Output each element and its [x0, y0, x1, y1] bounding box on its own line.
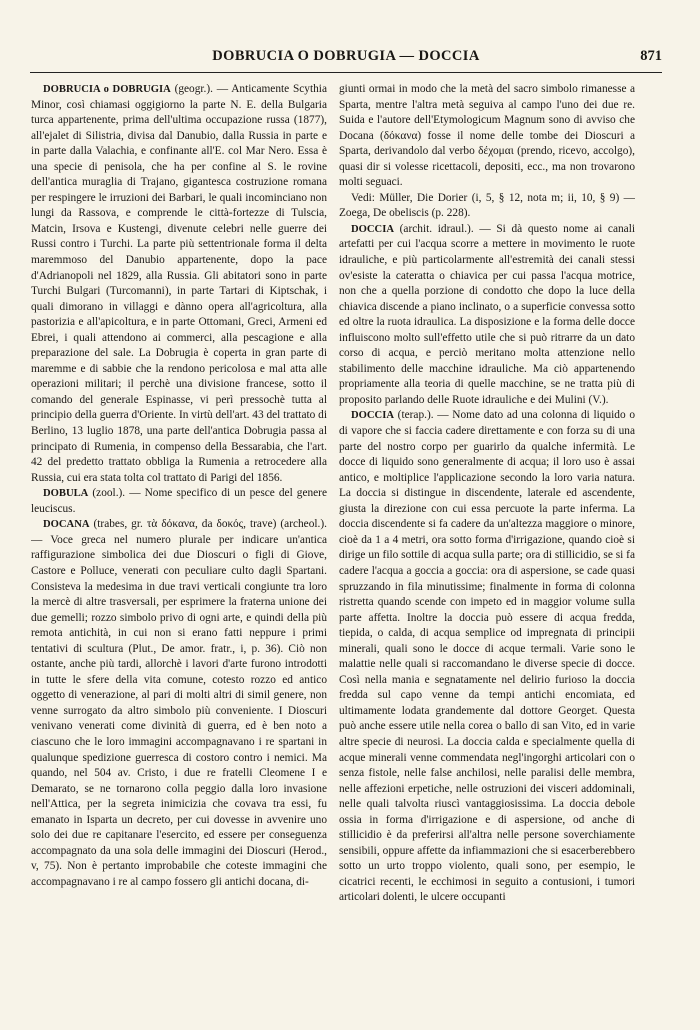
entry-docana-continued: giunti ormai in modo che la metà del sacro simbolo rimanesse a Sparta, mentre l'altra metà seguiva al campo l'uno dei due re. Suida e l'autore dell'Etymologicum Magnum sono di avviso che Docana (δόκανα) fosse il nome delle tombe dei Dioscuri a Sparta, derivandolo dal verbo δέχομαι (prendo, ricevo, accolgo), quasi dir si volesse ricettacoli, depositi, ecc., ma non trovarono molti seguaci.: [339, 83, 635, 189]
entry-text-dobula: (zool.). — Nome specifico di un pesce del genere leuciscus.: [31, 487, 327, 515]
page-number: 871: [640, 48, 662, 64]
entry-docana: [31, 517, 327, 890]
entry-dobrucia: [31, 82, 327, 486]
entry-text-dobrucia: (geogr.). — Anticamente Scythia Minor, così chiamasi oggigiorno la parte N. E. della Bulgaria turca appartenente, prima dell'ultima occupazione russa (1877), all'ejalet di Silistria, divisa dal Danubio, dalla Russia in parte e in parte dalla Valachia, e confinante all'E. col Mar Nero. Essa è una specie di penisola, che ha per confine al S. le rovine dell'antica muraglia di Trajano, gigantesca costruzione romana per respingere le irruzioni dei Barbari, le quali incominciano non lungi da Rassova, e comprende le città-fortezze di Tulscia, Matcin, Irsova e Kustengi, divenute celebri nelle guerre dei Russi contro i Turchi. La parte più settentrionale forma il delta maremmoso del Danubio appartenente, dopo la pace d'Adrianopoli nel 1829, alla Russia. Gli abitatori sono in parte Turchi Bulgari (Turcomanni), in parte Tartari di Kiptschak, i quali dimorano in villaggi e dànno opera all'agricoltura, alla pastorizia e all'apicoltura, e in parte Ottomani, Greci, Armeni ed Ebrei, i quali attendono ai commerci, alla pescagione e alla preparazione del sale. La Dobrugia è coperta in gran parte di maremme e di sabbie che la rendono pericolosa e mal atta alle operazioni militari; il perchè una divisione francese, sotto il comando del generale Espinasse, vi perì pressochè tutta al principio della guerra d'Oriente. In virtù dell'art. 43 del trattato di Berlino, 13 luglio 1878, una parte dell'antica Dobrugia passa al principato di Rumenia, in compenso della Bessarabia, che l'art. 42 del predetto trattato obbliga la Rumenia a retrocedere alla Russia, cui era stata tolta col trattato di Parigi del 1856.: [31, 83, 327, 484]
left-column: [31, 82, 327, 1018]
entry-text-doccia-terap: (terap.). — Nome dato ad una colonna di liquido o di vapore che si faccia cadere direttamente e con forza su di una parte del nostro corpo per guarirlo da qualche infermità. Le docce di liquido sono generalmente di acqua; il loro uso è assai antico, e moltiplice l'applicazione secondo la loro varia natura. La doccia si distingue in discendente, laterale ed ascendente, giusta la direzione con cui essa percuote la parte inferma. La doccia discendente si fa cadere da un'altezza maggiore o minore, cioè da 1 a 4 metri, ora sotto forma d'irrigazione, quando cioè si dirige un filo sottile di acqua sulla parte; ora di stillicidio, se si fa cadere l'acqua a goccia a goccia: ora di aspersione, se cade quasi spruzzando in fila minutissime; finalmente in forma di colonna ristretta quando scende con impeto ed in maggior volume sulla parte affetta. Inoltre la doccia può essere di acqua fredda, tiepida, o calda, di acqua semplice od impregnata di principii minerali, quali sono le docce di acque termali. Varie sono le malattie nelle quali si raccomandano le diverse specie di docce. Così nella mania e segnatamente nel delirio furioso la doccia fredda sul capo venne da tempi antichi encomiata, ed ultimamente lodata grandemente dal dottore Georget. Questa può anche essere utile nella corea o ballo di san Vito, ed in varie altre specie di neurosi. La doccia calda e specialmente quella di acque minerali venne commendata negl'ingorghi articolari con o senza fistole, nelle false anchilosi, nelle paralisi delle membra, nelle affezioni erpetiche, nelle ostruzioni dei visceri addominali, nelle quali talvolta riuscì vantaggiosissima. La doccia debole ossia in forma d'irrigazione e di aspersione, od anche di stillicidio è da preferirsi all'altra nelle persone soverchiamente sensibili, oppure affette da infiammazioni che si esacerberebbero sotto un urto troppo violento, quali sono, per esempio, le cicatrici recenti, le ecchimosi in seguito a contusioni, i tumori articolari dolenti, le ulcere occupanti: [339, 409, 635, 904]
headword-dobula: DOBULA: [43, 488, 89, 500]
entry-docana-references: Vedi: Müller, Die Dorier (i, 5, § 12, nota m; ii, 10, § 9) — Zoega, De obeliscis (p. 228).: [339, 191, 635, 220]
entry-doccia-idraul: [339, 222, 635, 409]
right-column: [339, 82, 635, 1018]
headword-dobrucia: DOBRUCIA o DOBRUGIA: [43, 84, 171, 95]
entry-doccia-terap: [339, 408, 635, 906]
headword-doccia-idraul: DOCCIA: [351, 223, 394, 235]
entry-text-doccia-idraul: (archit. idraul.). — Si dà questo nome ai canali artefatti per cui l'acqua scorre a mettere in movimento le ruote idrauliche, e più particolarmente all'estremità dei canali stessi ov'esiste la cateratta o chiavica per cui passa l'acqua motrice, non che a quella porzione di condotto che dopo la luce della chiavica discende a piano inclinato, o a superficie convessa sotto ed oltre la ruota idraulica. La disposizione e la forma delle docce influiscono molto sull'effetto utile che si può ritrarre da un dato corso di acqua, e perciò meritano molta attenzione nello stabilimento delle macchine idrauliche. Ma ciò appartenendo propriamente alla teoria di quelle macchine, se ne tratta più di proposito parlando delle Ruote idrauliche e dei Mulini (V.).: [339, 222, 635, 406]
page-header: [30, 46, 662, 73]
headword-docana: DOCANA: [43, 519, 90, 531]
entry-text-docana: (trabes, gr. τὰ δόκανα, da δοκός, trave) (archeol.). — Voce greca nel numero plurale per indicare un'antica raffigurazione simbolica dei due Dioscuri o figli di Giove, Castore e Polluce, venerati con peculiare culto dagli Spartani. Consisteva la medesima in due travi verticali congiunte tra loro la mercè di altre trasversali, per esprimere la fraterna unione dei due gemelli; rozzo simbolo privo di ogni arte, e quindi della più remota antichità, in cui non si erano fatti neppure i primi tentativi di scultura (Plut., De amor. fratr., i, p. 36). Ciò non ostante, anche più tardi, allorchè i lavori d'arte furono introdotti in tutte le sfere della vita comune, cotesto rozzo ed antico oggetto di venerazione, al pari di molti altri di simil genere, non venne surrogato da altro simbolo più conveniente. I Dioscuri venivano venerati come divinità di guerra, ed è ben noto a ciascuno che le loro immagini accompagnavano i re spartani in qualunque spedizione guerresca di costoro contro i nemici. Ma quando, nel 504 av. Cristo, i due re fratelli Cleomene I e Demarato, se ne tornarono colla peggio dalla loro invasione nell'Attica, per la segreta inimicizia che covava tra essi, fu emanato in Isparta un decreto, per cui dovesse in avvenire uno solo dei due re capitanare l'esercito, ed essere per conseguenza accompagnato da una sola delle immagini dei Dioscuri (Herod., v, 75). Non è pertanto improbabile che coteste immagini che accompagnavano i re al campo fossero gli antichi docana, di-: [31, 518, 327, 888]
headword-doccia-terap: DOCCIA: [351, 410, 394, 422]
entry-dobula: [31, 486, 327, 517]
running-head: DOBRUCIA O DOBRUGIA — DOCCIA: [212, 48, 480, 64]
